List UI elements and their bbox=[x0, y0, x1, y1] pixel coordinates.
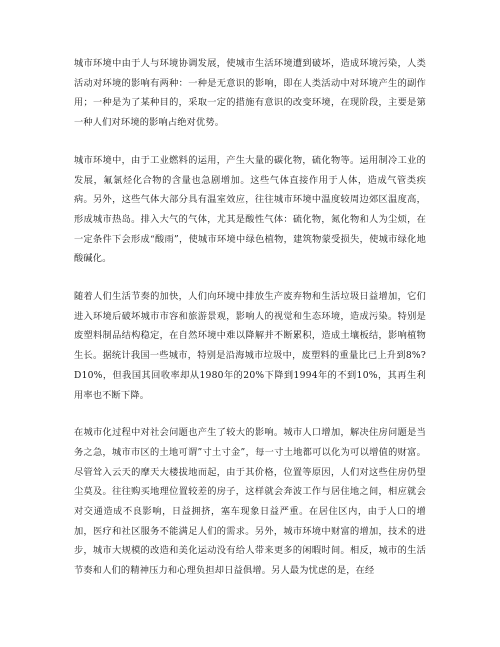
paragraph-solid-waste: 随着人们生活节奏的加快，人们向环境中排放生产废弃物和生活垃圾日益增加，它们进入环境后破坏城市市容和旅游景观，影响人的视觉和生态环境，造成污染。特别是废塑料制品结构稳定，在自然环境中难以降解并不断累积，造成土壤板结，影响植物生长。据统计我国一些城市，特别是沿海城市垃圾中，废塑料的重量比已上升到8%?D10%，但我国其回收率却从1980年的20%下降到1994年的不到10%，其再生利用率也不断下降。 bbox=[74, 291, 426, 401]
paragraph-air-pollution: 城市环境中，由于工业燃料的运用，产生大量的碳化物，硫化物等。运用制冷工业的发展，氟氯烃化合物的含量也急剧增加。这些气体直接作用于人体，造成气管类疾病。另外，这些气体大部分具有温室效应，往往城市环境中温度较周边郊区温度高，形成城市热岛。排入大气的气体，尤其是酸性气体：硫化物，氮化物和人为尘烦，在一定条件下会形成“酸雨”，使城市环境中绿色植物，建筑物蒙受损失，使城市绿化地酸碱化。 bbox=[74, 154, 426, 265]
paragraph-urban-environment-impact: 城市环境中由于人与环境协调发展，使城市生活环境遭到破坏，造成环境污染，人类活动对环境的影响有两种：一种是无意识的影响，即在人类活动中对环境产生的副作用；一种是为了某种目的，采取一定的措施有意识的改变环境，在现阶段，主要是第一种人们对环境的影响占绝对优势。 bbox=[74, 58, 426, 129]
paragraph-social-problems: 在城市化过程中对社会问题也产生了较大的影响。城市人口增加，解决住房问题是当务之急，城市市区的土地可谓”寸土寸金”，每一寸土地都可以化为可以增值的财富。尽管耸入云天的摩天大楼拔地而起，由于其价格，位置等原因，人们对这些住房仍望尘莫及。往往购买地理位置较差的房子，这样就会奔波工作与居住地之间，相应就会对交通造成不良影响，日益拥挤，塞车现象日益严重。在居住区内，由于人口的增加，医疗和社区服务不能满足人们的需求。另外，城市环境中财富的增加，技术的进步，城市大规模的改造和美化运动没有给人带来更多的闲暇时间。相反，城市的生活节奏和人们的精神压力和心理负担却日益俱增。另人最为忧虑的是，在经 bbox=[74, 427, 426, 577]
